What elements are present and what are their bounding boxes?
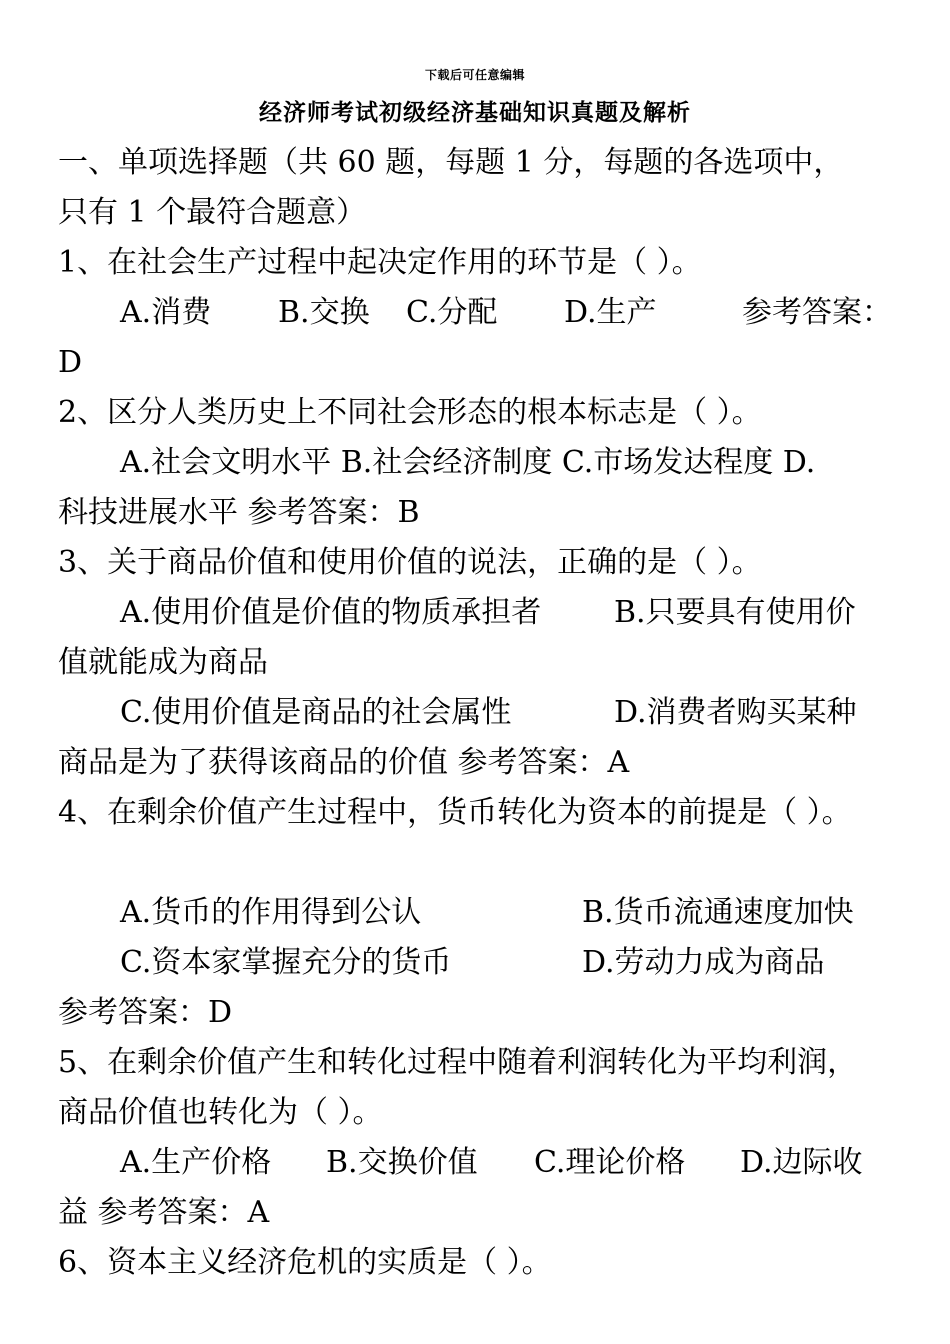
section-heading-line-2: 只有 1 个最符合题意） (58, 195, 367, 230)
question-4-option-b: B.货币流通速度加快 (582, 895, 854, 930)
question-3-options-cd (58, 688, 920, 738)
document-body (58, 138, 920, 1288)
question-2-continuation: 科技进展水平 参考答案：B (58, 495, 420, 530)
question-4-answer: 参考答案：D (58, 995, 233, 1030)
question-1-stem: 1、在社会生产过程中起决定作用的环节是（ ）。 (58, 245, 702, 280)
document-title: 经济师考试初级经济基础知识真题及解析 (259, 99, 691, 126)
section-heading-line-1: 一、单项选择题（共 60 题，每题 1 分，每题的各选项中， (58, 145, 844, 180)
question-3-option-c: C.使用价值是商品的社会属性 (120, 695, 512, 730)
question-3-option-a: A.使用价值是价值的物质承担者 (120, 595, 542, 630)
question-5-options (58, 1138, 920, 1188)
question-5-option-d: D.边际收 (740, 1145, 863, 1180)
question-5-stem-line-1: 5、在剩余价值产生和转化过程中随着利润转化为平均利润， (58, 1045, 858, 1080)
question-3-options-ab (58, 588, 920, 638)
question-1-answer-label: 参考答案： (742, 295, 892, 330)
question-6-stem: 6、资本主义经济危机的实质是（ ）。 (58, 1245, 552, 1280)
question-5-stem-line-2: 商品价值也转化为（ ）。 (58, 1095, 383, 1130)
question-4-option-c: C.资本家掌握充分的货币 (120, 945, 452, 980)
question-1-options (58, 288, 920, 338)
question-3-option-d: D.消费者购买某种 (614, 695, 857, 730)
question-4-options-ab (58, 888, 920, 938)
header-note: 下载后可任意编辑 (424, 68, 525, 82)
question-1-option-d: D.生产 (564, 295, 657, 330)
question-4-stem: 4、在剩余价值产生过程中，货币转化为资本的前提是（ ）。 (58, 795, 852, 830)
question-3-stem: 3、关于商品价值和使用价值的说法，正确的是（ ）。 (58, 545, 762, 580)
question-3-option-b: B.只要具有使用价 (614, 595, 856, 630)
question-4-option-d: D.劳动力成为商品 (582, 945, 825, 980)
question-4-options-cd (58, 938, 920, 988)
question-1-option-a: A.消费 (120, 295, 212, 330)
question-4-option-a: A.货币的作用得到公认 (120, 895, 422, 930)
question-3-option-b-continuation: 值就能成为商品 (58, 645, 268, 680)
question-1-answer-value: D (58, 345, 83, 380)
question-3-option-d-continuation: 商品是为了获得该商品的价值 参考答案：A (58, 745, 630, 780)
question-5-option-b: B.交换价值 (326, 1145, 478, 1180)
question-1-option-b: B.交换 (278, 295, 370, 330)
question-1-option-c: C.分配 (406, 295, 498, 330)
question-5-continuation: 益 参考答案：A (58, 1195, 270, 1230)
blank-line (58, 838, 920, 888)
question-2-stem: 2、区分人类历史上不同社会形态的根本标志是（ ）。 (58, 395, 762, 430)
question-5-option-c: C.理论价格 (534, 1145, 686, 1180)
question-5-option-a: A.生产价格 (120, 1145, 272, 1180)
question-2-options: A.社会文明水平 B.社会经济制度 C.市场发达程度 D. (120, 445, 816, 480)
